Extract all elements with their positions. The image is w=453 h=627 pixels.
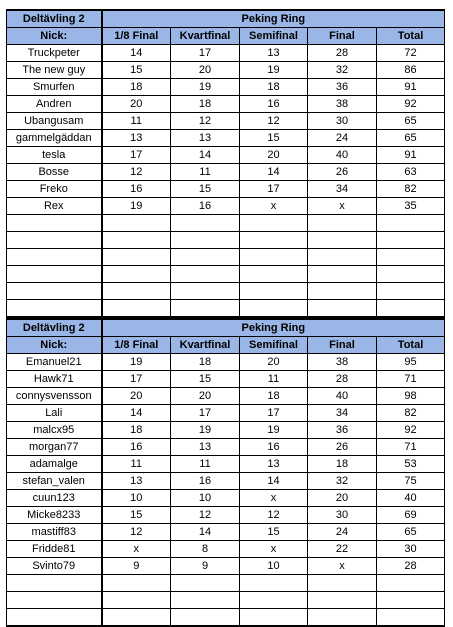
nick-cell: cuun123 [7, 490, 102, 507]
score-cell: 18 [171, 96, 240, 113]
score-cell: 15 [171, 181, 240, 198]
score-cell: 17 [171, 45, 240, 62]
score-cell: 86 [377, 62, 445, 79]
score-cell [102, 300, 171, 318]
table-row [7, 147, 445, 164]
table-row [7, 558, 445, 575]
nick-cell [7, 215, 102, 232]
table-row [7, 609, 445, 627]
score-cell: 20 [308, 490, 377, 507]
score-cell: 91 [377, 79, 445, 96]
table-row [7, 575, 445, 592]
score-cell: 17 [240, 405, 308, 422]
nick-cell: morgan77 [7, 439, 102, 456]
table-row [7, 164, 445, 181]
score-cell: 82 [377, 181, 445, 198]
column-header: Semifinal [240, 337, 308, 354]
score-cell: 28 [377, 558, 445, 575]
score-cell: 13 [102, 130, 171, 147]
score-cell [308, 249, 377, 266]
score-cell [102, 215, 171, 232]
column-header: 1/8 Final [102, 28, 171, 45]
table-row [7, 232, 445, 249]
nick-cell: Ubangusam [7, 113, 102, 130]
score-cell: 19 [171, 422, 240, 439]
score-cell: 22 [308, 541, 377, 558]
score-cell [377, 215, 445, 232]
score-cell [377, 266, 445, 283]
score-cell: 19 [240, 62, 308, 79]
score-cell: 30 [308, 507, 377, 524]
score-cell: 14 [240, 473, 308, 490]
score-cell: 13 [240, 45, 308, 62]
score-cell [377, 232, 445, 249]
table-row [7, 181, 445, 198]
score-cell: 8 [171, 541, 240, 558]
column-header: Total [377, 337, 445, 354]
nick-cell [7, 283, 102, 300]
table-row [7, 300, 445, 318]
score-cell [240, 300, 308, 318]
score-cell: 10 [171, 490, 240, 507]
table-row [7, 388, 445, 405]
table-row [7, 371, 445, 388]
table-row [7, 79, 445, 96]
score-cell: 18 [308, 456, 377, 473]
score-cell: 65 [377, 130, 445, 147]
score-cell: x [240, 198, 308, 215]
nick-cell [7, 266, 102, 283]
score-cell: 11 [102, 113, 171, 130]
score-cell: x [240, 541, 308, 558]
score-cell: 13 [240, 456, 308, 473]
score-cell: 71 [377, 371, 445, 388]
column-header: Kvartfinal [171, 337, 240, 354]
score-cell: 12 [240, 507, 308, 524]
score-cell [240, 575, 308, 592]
score-cell [171, 283, 240, 300]
score-cell [171, 215, 240, 232]
score-cell: 18 [240, 388, 308, 405]
nick-cell [7, 300, 102, 318]
table-row [7, 96, 445, 113]
score-cell: 16 [240, 96, 308, 113]
score-cell: 24 [308, 130, 377, 147]
table-row [7, 45, 445, 62]
score-cell: 82 [377, 405, 445, 422]
track-name: Peking Ring [102, 10, 445, 28]
score-cell: 17 [102, 147, 171, 164]
score-cell: 75 [377, 473, 445, 490]
nick-cell [7, 592, 102, 609]
table-row [7, 422, 445, 439]
score-cell: 12 [171, 113, 240, 130]
score-cell: 71 [377, 439, 445, 456]
score-cell: 28 [308, 45, 377, 62]
score-cell: 18 [102, 422, 171, 439]
score-cell: 15 [171, 371, 240, 388]
score-cell [240, 215, 308, 232]
table-row [7, 113, 445, 130]
nick-cell: Bosse [7, 164, 102, 181]
score-cell [102, 592, 171, 609]
score-cell [171, 592, 240, 609]
score-cell [240, 283, 308, 300]
score-cell [308, 266, 377, 283]
nick-cell: Emanuel21 [7, 354, 102, 371]
score-cell: 20 [240, 354, 308, 371]
score-cell: 12 [102, 164, 171, 181]
score-cell [377, 609, 445, 627]
nick-cell: Freko [7, 181, 102, 198]
score-cell [102, 575, 171, 592]
score-cell: 10 [240, 558, 308, 575]
nick-cell: Svinto79 [7, 558, 102, 575]
nick-cell: connysvensson [7, 388, 102, 405]
score-cell: 26 [308, 164, 377, 181]
score-cell: 14 [102, 405, 171, 422]
score-cell: 15 [240, 130, 308, 147]
score-cell: 92 [377, 96, 445, 113]
table-row [7, 439, 445, 456]
score-cell: 30 [308, 113, 377, 130]
column-header: Final [308, 337, 377, 354]
nick-cell: Micke8233 [7, 507, 102, 524]
nick-cell: malcx95 [7, 422, 102, 439]
table-row [7, 405, 445, 422]
event-name: Deltävling 2 [7, 10, 102, 28]
score-cell: 95 [377, 354, 445, 371]
score-cell: x [308, 558, 377, 575]
score-cell: 17 [240, 181, 308, 198]
table-row [7, 473, 445, 490]
score-cell [308, 609, 377, 627]
column-header: Semifinal [240, 28, 308, 45]
score-cell: 14 [171, 147, 240, 164]
score-cell [240, 232, 308, 249]
title-row [7, 319, 445, 337]
score-cell: 13 [171, 439, 240, 456]
score-cell: 28 [308, 371, 377, 388]
column-header-row [7, 28, 445, 45]
score-cell: 40 [377, 490, 445, 507]
column-header: Total [377, 28, 445, 45]
nick-cell: Hawk71 [7, 371, 102, 388]
score-cell: 13 [102, 473, 171, 490]
score-cell: 14 [240, 164, 308, 181]
score-cell [377, 283, 445, 300]
score-cell: 19 [240, 422, 308, 439]
score-cell [102, 266, 171, 283]
score-cell: 15 [102, 507, 171, 524]
table-row [7, 266, 445, 283]
score-cell [171, 300, 240, 318]
score-cell: 17 [171, 405, 240, 422]
table-row [7, 490, 445, 507]
score-cell [171, 575, 240, 592]
score-cell [240, 609, 308, 627]
table-row [7, 354, 445, 371]
score-cell: 19 [102, 198, 171, 215]
score-cell: 15 [240, 524, 308, 541]
score-cell: 53 [377, 456, 445, 473]
score-cell: 14 [102, 45, 171, 62]
score-cell: 34 [308, 405, 377, 422]
nick-cell: The new guy [7, 62, 102, 79]
score-cell [102, 283, 171, 300]
column-header: Nick: [7, 28, 102, 45]
score-cell [377, 575, 445, 592]
score-cell: x [308, 198, 377, 215]
score-cell: 16 [171, 198, 240, 215]
score-cell: 11 [171, 456, 240, 473]
table-row [7, 524, 445, 541]
score-cell: 91 [377, 147, 445, 164]
table-row [7, 249, 445, 266]
table-row [7, 592, 445, 609]
score-cell: 24 [308, 524, 377, 541]
nick-cell: Fridde81 [7, 541, 102, 558]
table-row [7, 456, 445, 473]
score-cell [308, 592, 377, 609]
score-cell [171, 609, 240, 627]
nick-cell [7, 575, 102, 592]
score-cell: 38 [308, 354, 377, 371]
score-cell: 40 [308, 147, 377, 164]
score-cell: 34 [308, 181, 377, 198]
nick-cell: stefan_valen [7, 473, 102, 490]
score-cell [308, 575, 377, 592]
nick-cell: mastiff83 [7, 524, 102, 541]
score-cell: 19 [171, 79, 240, 96]
score-cell: 15 [102, 62, 171, 79]
results-table-2 [6, 318, 445, 627]
score-cell: x [102, 541, 171, 558]
score-cell: 20 [240, 147, 308, 164]
nick-cell: Rex [7, 198, 102, 215]
column-header: Nick: [7, 337, 102, 354]
score-cell: 20 [102, 96, 171, 113]
score-cell: 30 [377, 541, 445, 558]
nick-cell: tesla [7, 147, 102, 164]
nick-cell: Truckpeter [7, 45, 102, 62]
table-row [7, 130, 445, 147]
score-cell: 9 [171, 558, 240, 575]
score-cell: 40 [308, 388, 377, 405]
score-cell: 19 [102, 354, 171, 371]
nick-cell [7, 249, 102, 266]
score-cell: 26 [308, 439, 377, 456]
table-row [7, 507, 445, 524]
track-name: Peking Ring [102, 319, 445, 337]
score-cell [377, 300, 445, 318]
score-cell: 11 [240, 371, 308, 388]
score-cell [171, 232, 240, 249]
nick-cell: gammelgäddan [7, 130, 102, 147]
score-cell [102, 232, 171, 249]
score-cell [240, 266, 308, 283]
score-cell: 65 [377, 113, 445, 130]
table-row [7, 215, 445, 232]
score-cell: 11 [102, 456, 171, 473]
column-header: Kvartfinal [171, 28, 240, 45]
score-cell: 18 [102, 79, 171, 96]
score-cell [308, 300, 377, 318]
score-cell: 11 [171, 164, 240, 181]
score-cell [308, 215, 377, 232]
score-cell: 13 [171, 130, 240, 147]
score-cell: 35 [377, 198, 445, 215]
score-cell: 16 [102, 181, 171, 198]
score-cell: 12 [240, 113, 308, 130]
nick-cell: Andren [7, 96, 102, 113]
score-cell: 32 [308, 62, 377, 79]
score-cell: 20 [171, 62, 240, 79]
score-cell: 14 [171, 524, 240, 541]
event-name: Deltävling 2 [7, 319, 102, 337]
score-cell: 16 [171, 473, 240, 490]
score-cell: 9 [102, 558, 171, 575]
table-row [7, 541, 445, 558]
score-cell: 12 [102, 524, 171, 541]
table-row [7, 198, 445, 215]
score-cell: 36 [308, 422, 377, 439]
score-cell [240, 592, 308, 609]
table-row [7, 62, 445, 79]
score-cell: 63 [377, 164, 445, 181]
nick-cell: Smurfen [7, 79, 102, 96]
score-cell [171, 266, 240, 283]
score-cell [171, 249, 240, 266]
score-cell [102, 609, 171, 627]
score-cell: 12 [171, 507, 240, 524]
nick-cell: adamalge [7, 456, 102, 473]
column-header-row [7, 337, 445, 354]
score-cell: 65 [377, 524, 445, 541]
results-table-1 [6, 9, 445, 318]
nick-cell: Lali [7, 405, 102, 422]
column-header: Final [308, 28, 377, 45]
score-cell: x [240, 490, 308, 507]
score-cell [102, 249, 171, 266]
score-cell: 92 [377, 422, 445, 439]
score-cell: 18 [240, 79, 308, 96]
score-cell: 10 [102, 490, 171, 507]
score-cell: 16 [102, 439, 171, 456]
score-cell [308, 232, 377, 249]
score-cell: 72 [377, 45, 445, 62]
nick-cell [7, 609, 102, 627]
table-row [7, 283, 445, 300]
score-cell [308, 283, 377, 300]
score-cell: 69 [377, 507, 445, 524]
title-row [7, 10, 445, 28]
score-cell [377, 592, 445, 609]
score-cell: 98 [377, 388, 445, 405]
score-cell: 17 [102, 371, 171, 388]
column-header: 1/8 Final [102, 337, 171, 354]
score-cell: 18 [171, 354, 240, 371]
score-cell: 20 [171, 388, 240, 405]
score-cell: 32 [308, 473, 377, 490]
results-sheet [6, 9, 444, 627]
score-cell: 38 [308, 96, 377, 113]
score-cell: 16 [240, 439, 308, 456]
score-cell: 20 [102, 388, 171, 405]
score-cell [377, 249, 445, 266]
nick-cell [7, 232, 102, 249]
score-cell [240, 249, 308, 266]
score-cell: 36 [308, 79, 377, 96]
